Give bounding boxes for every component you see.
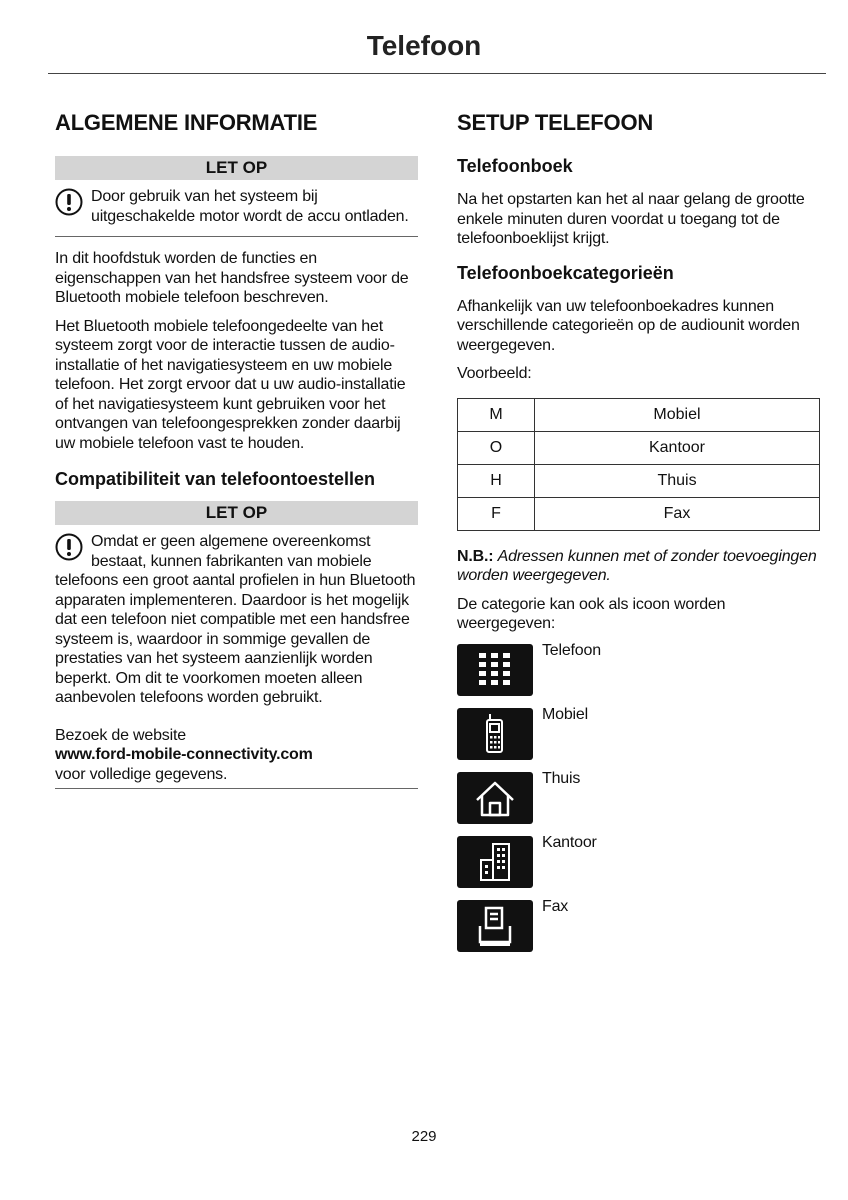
divider <box>55 788 418 789</box>
category-icon-row <box>457 834 820 898</box>
table-row <box>458 464 820 497</box>
house-icon <box>457 772 533 824</box>
paragraph-categories: Afhankelijk van uw telefoonboekadres kunnen verschillende categorieën op de audiounit worden weergegeven. <box>457 297 800 354</box>
note-text: Adressen kunnen met of zonder toevoegingen worden weergegeven. <box>457 547 817 584</box>
warning-text: Omdat er geen algemene overeenkomst bestaat, kunnen fabrikanten van mobiele telefoons een groot aantal profielen in hun Bluetooth apparaten implementeren. Daardoor is het mogelijk dat een telefoon niet compatible met een handsfree systeem is, waardoor in sommige gevallen de prestaties van het systeem aanzienlijk worden beperkt. Om dit te voorkomen moeten alleen aanbevolen telefoons worden gebruikt. <box>55 533 416 706</box>
example-label: Voorbeeld: <box>457 365 532 382</box>
icon-label: Fax <box>542 897 569 915</box>
visit-suffix: voor volledige gegevens. <box>55 765 228 783</box>
warning-text: Door gebruik van het systeem bij uitgeschakelde motor wordt de accu ontladen. <box>91 188 409 225</box>
category-icon-row <box>457 642 820 706</box>
icon-label: Kantoor <box>542 833 597 851</box>
category-code: H <box>458 464 535 497</box>
category-icon-row <box>457 770 820 834</box>
category-name: Mobiel <box>535 398 820 431</box>
icon-intro: De categorie kan ook als icoon worden weergegeven: <box>457 595 726 632</box>
divider <box>55 236 418 237</box>
notice-label: LET OP <box>55 501 418 525</box>
notice-label: LET OP <box>55 156 418 180</box>
category-name: Thuis <box>535 464 820 497</box>
category-name: Kantoor <box>535 431 820 464</box>
website-link[interactable]: www.ford-mobile-connectivity.com <box>55 746 313 763</box>
category-icon-row <box>457 706 820 770</box>
table-row <box>458 398 820 431</box>
note <box>457 547 820 586</box>
office-building-icon <box>457 836 533 888</box>
warning-note <box>55 187 418 226</box>
subheading-compatibility: Compatibiliteit van telefoontoestellen <box>55 469 376 489</box>
section-heading-setup: SETUP TELEFOON <box>457 110 654 135</box>
category-code: O <box>458 431 535 464</box>
mobile-phone-icon <box>457 708 533 760</box>
header-rule <box>48 73 826 74</box>
category-code: M <box>458 398 535 431</box>
category-name: Fax <box>535 497 820 530</box>
warning-exclamation-icon <box>55 188 83 216</box>
warning-note <box>55 532 418 708</box>
paragraph-bluetooth: Het Bluetooth mobiele telefoongedeelte van het systeem zorgt voor de interactie tussen de audio-installatie of het navigatiesysteem en uw mobiele telefoon. Het zorgt ervoor dat u uw audio-installatie of het navigatiesysteem kunt gebruiken voor het ontvangen van telefoongesprekken zonder daarbij uw mobiele telefoon vast te houden. <box>55 317 406 452</box>
category-table <box>457 398 820 531</box>
icon-label: Telefoon <box>542 641 601 659</box>
page-number: 229 <box>411 1128 437 1145</box>
section-heading-general-info: ALGEMENE INFORMATIE <box>55 110 318 135</box>
keypad-icon <box>457 644 533 696</box>
table-row <box>458 497 820 530</box>
warning-exclamation-icon <box>55 533 83 561</box>
subheading-phonebook: Telefoonboek <box>457 156 573 176</box>
note-label: N.B.: <box>457 547 494 565</box>
left-column <box>55 110 418 801</box>
icon-label: Thuis <box>542 769 581 787</box>
paragraph-intro: In dit hoofdstuk worden de functies en eigenschappen van het handsfree systeem voor de Bluetooth mobiele telefoon beschreven. <box>55 250 409 306</box>
table-row <box>458 431 820 464</box>
category-code: F <box>458 497 535 530</box>
page-title: Telefoon <box>366 30 482 61</box>
fax-icon <box>457 900 533 952</box>
visit-prefix: Bezoek de website <box>55 726 186 744</box>
subheading-categories: Telefoonboekcategorieën <box>457 262 674 283</box>
paragraph-phonebook: Na het opstarten kan het al naar gelang de grootte enkele minuten duren voordat u toegang tot de telefoonboeklijst krijgt. <box>457 191 805 247</box>
icon-label: Mobiel <box>542 705 588 723</box>
category-icon-row <box>457 898 820 962</box>
right-column <box>457 110 820 962</box>
